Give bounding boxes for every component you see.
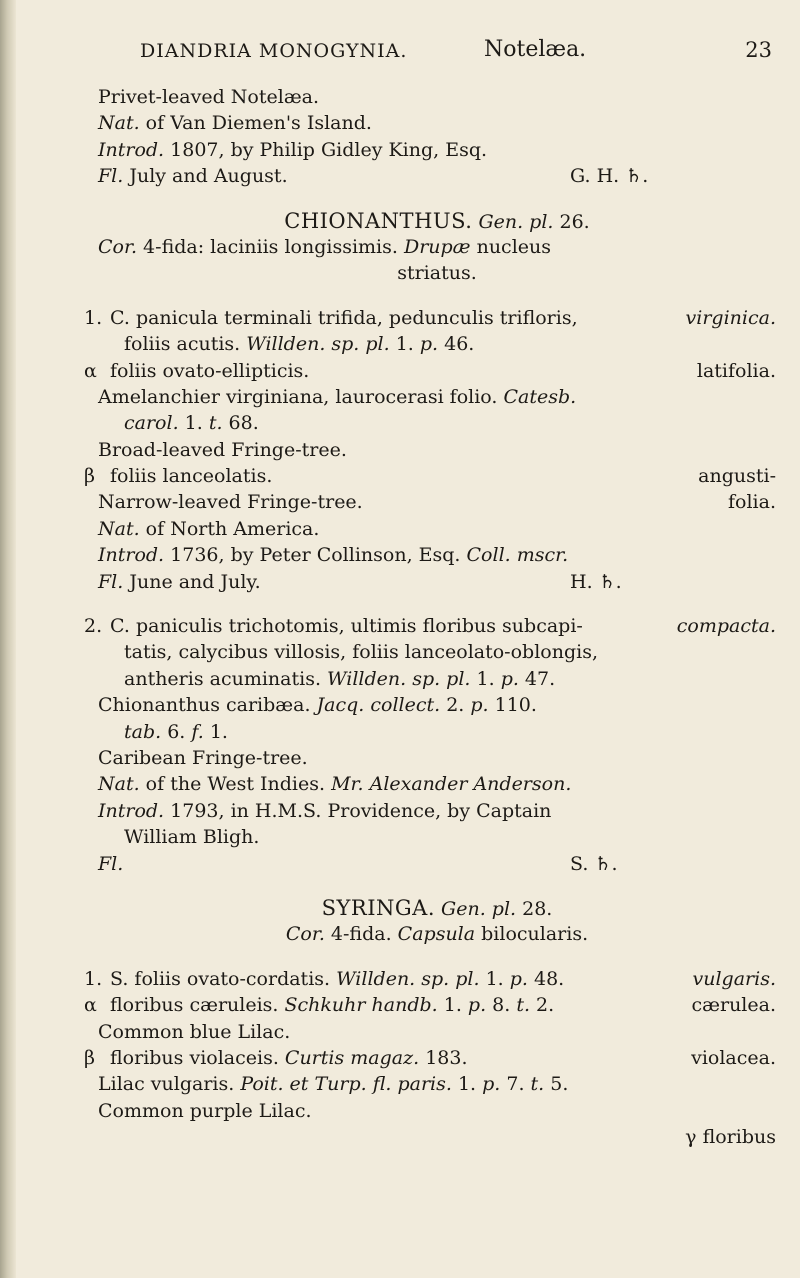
- text-fragment: Willden. sp. pl.: [336, 967, 480, 990]
- entry-label: Fl.: [98, 570, 124, 593]
- text-fragment: Amelanchier virginiana, laurocerasi folio.: [98, 385, 504, 408]
- text-line: [84, 1045, 776, 1071]
- text-fragment: Cor.: [98, 235, 138, 258]
- text-fragment: 48.: [527, 967, 565, 990]
- text-fragment: 1.: [470, 667, 501, 690]
- text-line: [84, 358, 776, 384]
- text-fragment: t.: [516, 994, 531, 1017]
- line-text: William Bligh.: [124, 826, 260, 849]
- variety-diagnosis: foliis ovato-ellipticis.: [110, 359, 310, 382]
- text-line: [98, 798, 776, 824]
- text-fragment: Cor.: [285, 923, 325, 946]
- entry-label: Introd.: [98, 138, 165, 161]
- species-number: 1.: [84, 967, 103, 990]
- catchword: γ floribus: [685, 1126, 776, 1149]
- variety-diagnosis: [98, 1047, 468, 1069]
- line-text: July and August.: [123, 165, 288, 188]
- variety-marker: β: [84, 465, 95, 488]
- text-line: [98, 895, 776, 921]
- line-text: of North America.: [139, 517, 320, 540]
- text-fragment: tab.: [124, 720, 162, 743]
- line-text: Caribean Fringe-tree.: [98, 746, 308, 769]
- habitat-symbol: H. ♄.: [570, 570, 622, 593]
- text-fragment: 183.: [419, 1046, 468, 1069]
- text-fragment: 4-fida: laciniis longissimis.: [137, 235, 404, 258]
- line-text: Common purple Lilac.: [98, 1099, 312, 1122]
- running-header: [96, 37, 772, 70]
- page-body: [84, 84, 776, 1150]
- text-fragment: 8.: [486, 994, 517, 1017]
- text-fragment: 110.: [488, 694, 537, 717]
- text-line: [98, 234, 776, 260]
- genus-name: SYRINGA.: [321, 895, 435, 920]
- species-diagnosis: C. panicula terminali trifida, pedunculis trifloris,: [110, 306, 578, 329]
- variety-name: latifolia.: [696, 359, 776, 382]
- text-fragment: t.: [530, 1073, 545, 1096]
- text-fragment: 1.: [389, 333, 420, 356]
- text-line: [98, 1098, 776, 1124]
- text-line: [98, 1019, 776, 1045]
- variety-name: violacea.: [691, 1046, 776, 1069]
- species-name: compacta.: [676, 615, 776, 638]
- text-line: [98, 666, 776, 692]
- text-fragment: p.: [509, 967, 528, 990]
- header-section-title: DIANDRIA MONOGYNIA.: [140, 40, 408, 62]
- species-diagnosis: [98, 968, 564, 990]
- habitat-symbol: S. ♄.: [570, 852, 618, 875]
- text-line: [98, 1124, 776, 1150]
- text-fragment: Chionanthus caribæa.: [98, 694, 317, 717]
- text-fragment: antheris acuminatis.: [124, 667, 328, 690]
- text-fragment: Nat.: [98, 773, 140, 796]
- section-gap: [98, 287, 776, 305]
- line-text: striatus.: [397, 262, 477, 285]
- text-fragment: Willden. sp. pl.: [327, 667, 471, 690]
- text-line: [98, 745, 776, 771]
- variety-marker: β: [84, 1046, 95, 1069]
- text-fragment: f.: [191, 720, 204, 743]
- text-line: [98, 208, 776, 234]
- page-binding-edge: [0, 0, 16, 1278]
- text-fragment: p.: [470, 694, 489, 717]
- line-text: tatis, calycibus villosis, foliis lanceolato-oblongis,: [124, 641, 598, 664]
- text-fragment: Curtis magaz.: [284, 1046, 420, 1069]
- species-diagnosis: C. paniculis trichotomis, ultimis floribus subcapi-: [110, 615, 583, 638]
- text-line: [84, 992, 776, 1018]
- line-text: June and July.: [123, 570, 261, 593]
- text-fragment: p.: [467, 994, 487, 1017]
- text-fragment: 1.: [451, 1073, 483, 1096]
- text-line: [98, 516, 776, 542]
- header-genus: Notelæa.: [484, 37, 587, 62]
- text-fragment: Catesb.: [503, 385, 577, 408]
- text-fragment: Introd.: [98, 799, 165, 822]
- text-line: [98, 824, 776, 850]
- variety-diagnosis: [98, 994, 554, 1016]
- line-text: Common blue Lilac.: [98, 1020, 291, 1043]
- entry-label: Nat.: [98, 517, 140, 540]
- text-fragment: of the West Indies.: [139, 773, 332, 796]
- text-fragment: foliis acutis.: [124, 333, 247, 356]
- text-fragment: Lilac vulgaris.: [98, 1073, 241, 1096]
- text-fragment: S. foliis ovato-cordatis.: [110, 967, 337, 990]
- text-fragment: bilocularis.: [475, 923, 589, 946]
- text-fragment: Capsula: [397, 923, 476, 946]
- line-text: Broad-leaved Fringe-tree.: [98, 438, 347, 461]
- text-line: [84, 305, 776, 331]
- text-fragment: 1.: [178, 412, 209, 435]
- text-line: [98, 84, 776, 110]
- text-line: [98, 163, 776, 189]
- habitat-symbol: G. H. ♄.: [570, 165, 649, 188]
- text-fragment: Drupæ: [403, 235, 471, 258]
- line-text: of Van Diemen's Island.: [139, 112, 372, 135]
- text-fragment: Mr. Alexander Anderson.: [331, 773, 572, 796]
- text-fragment: 1793, in H.M.S. Providence, by Captain: [164, 799, 552, 822]
- text-line: [98, 110, 776, 136]
- text-fragment: 5.: [544, 1073, 569, 1096]
- section-gap: [98, 190, 776, 208]
- text-line: [84, 966, 776, 992]
- text-line: [98, 260, 776, 286]
- page-number: 23: [745, 38, 772, 62]
- text-fragment: p.: [419, 333, 439, 356]
- text-fragment: 1736, by Peter Collinson, Esq.: [164, 544, 467, 567]
- text-fragment: floribus cæruleis.: [110, 994, 285, 1017]
- species-number: 1.: [84, 306, 103, 329]
- line-text: Privet-leaved Notelæa.: [98, 86, 320, 108]
- text-fragment: 1.: [203, 720, 228, 743]
- text-fragment: Jacq. collect.: [316, 694, 441, 717]
- text-line: [98, 384, 776, 410]
- genus-number: 28.: [516, 897, 553, 920]
- text-line: [98, 921, 776, 947]
- text-fragment: 4-fida.: [324, 923, 398, 946]
- text-fragment: p.: [500, 667, 519, 690]
- text-fragment: Willden. sp. pl.: [246, 333, 390, 356]
- text-fragment: t.: [208, 412, 223, 435]
- variety-name: cærulea.: [691, 994, 776, 1017]
- text-fragment: Introd.: [98, 544, 165, 567]
- text-fragment: p.: [482, 1073, 501, 1096]
- variety-marker: α: [84, 359, 97, 382]
- variety-diagnosis: foliis lanceolatis.: [110, 465, 273, 488]
- text-fragment: nucleus: [470, 235, 552, 258]
- section-gap: [98, 877, 776, 895]
- text-line: [98, 569, 776, 595]
- entry-label: Nat.: [98, 112, 140, 135]
- text-fragment: carol.: [124, 412, 179, 435]
- text-line: [98, 639, 776, 665]
- genus-reference: Gen. pl.: [441, 897, 517, 920]
- variety-name: angusti-: [698, 465, 776, 488]
- text-line: [98, 771, 776, 797]
- text-line: [98, 137, 776, 163]
- text-fragment: 47.: [518, 667, 556, 690]
- line-text: 1807, by Philip Gidley King, Esq.: [164, 138, 488, 161]
- variety-marker: α: [84, 994, 97, 1017]
- text-line: [98, 851, 776, 877]
- text-line: [98, 437, 776, 463]
- text-line: [98, 331, 776, 357]
- text-fragment: Coll. mscr.: [466, 544, 569, 567]
- text-line: [98, 542, 776, 568]
- text-fragment: Poit. et Turp. fl. paris.: [240, 1073, 452, 1096]
- text-fragment: 1.: [479, 967, 510, 990]
- text-line: [98, 719, 776, 745]
- section-gap: [98, 948, 776, 966]
- text-line: [84, 463, 776, 489]
- text-line: [98, 410, 776, 436]
- text-line: [98, 489, 776, 515]
- text-fragment: 7.: [500, 1073, 531, 1096]
- genus-reference: Gen. pl.: [478, 210, 554, 233]
- text-fragment: 2.: [440, 694, 471, 717]
- genus-number: 26.: [553, 210, 590, 233]
- line-text: Narrow-leaved Fringe-tree.: [98, 491, 363, 514]
- text-fragment: 2.: [530, 994, 555, 1017]
- species-name: vulgaris.: [692, 967, 776, 990]
- text-fragment: 46.: [438, 333, 475, 356]
- text-fragment: floribus violaceis.: [110, 1046, 285, 1069]
- text-line: [84, 613, 776, 639]
- species-number: 2.: [84, 615, 103, 638]
- entry-label: Fl.: [98, 165, 124, 188]
- variety-name: folia.: [728, 491, 776, 514]
- section-gap: [98, 595, 776, 613]
- text-line: [98, 1071, 776, 1097]
- text-fragment: 1.: [437, 994, 468, 1017]
- species-name: virginica.: [685, 306, 776, 329]
- text-fragment: Schkuhr handb.: [284, 994, 438, 1017]
- genus-name: CHIONANTHUS.: [284, 208, 473, 233]
- text-fragment: 6.: [161, 720, 192, 743]
- text-fragment: 68.: [222, 412, 259, 435]
- text-line: [98, 692, 776, 718]
- entry-label: Fl.: [98, 852, 124, 875]
